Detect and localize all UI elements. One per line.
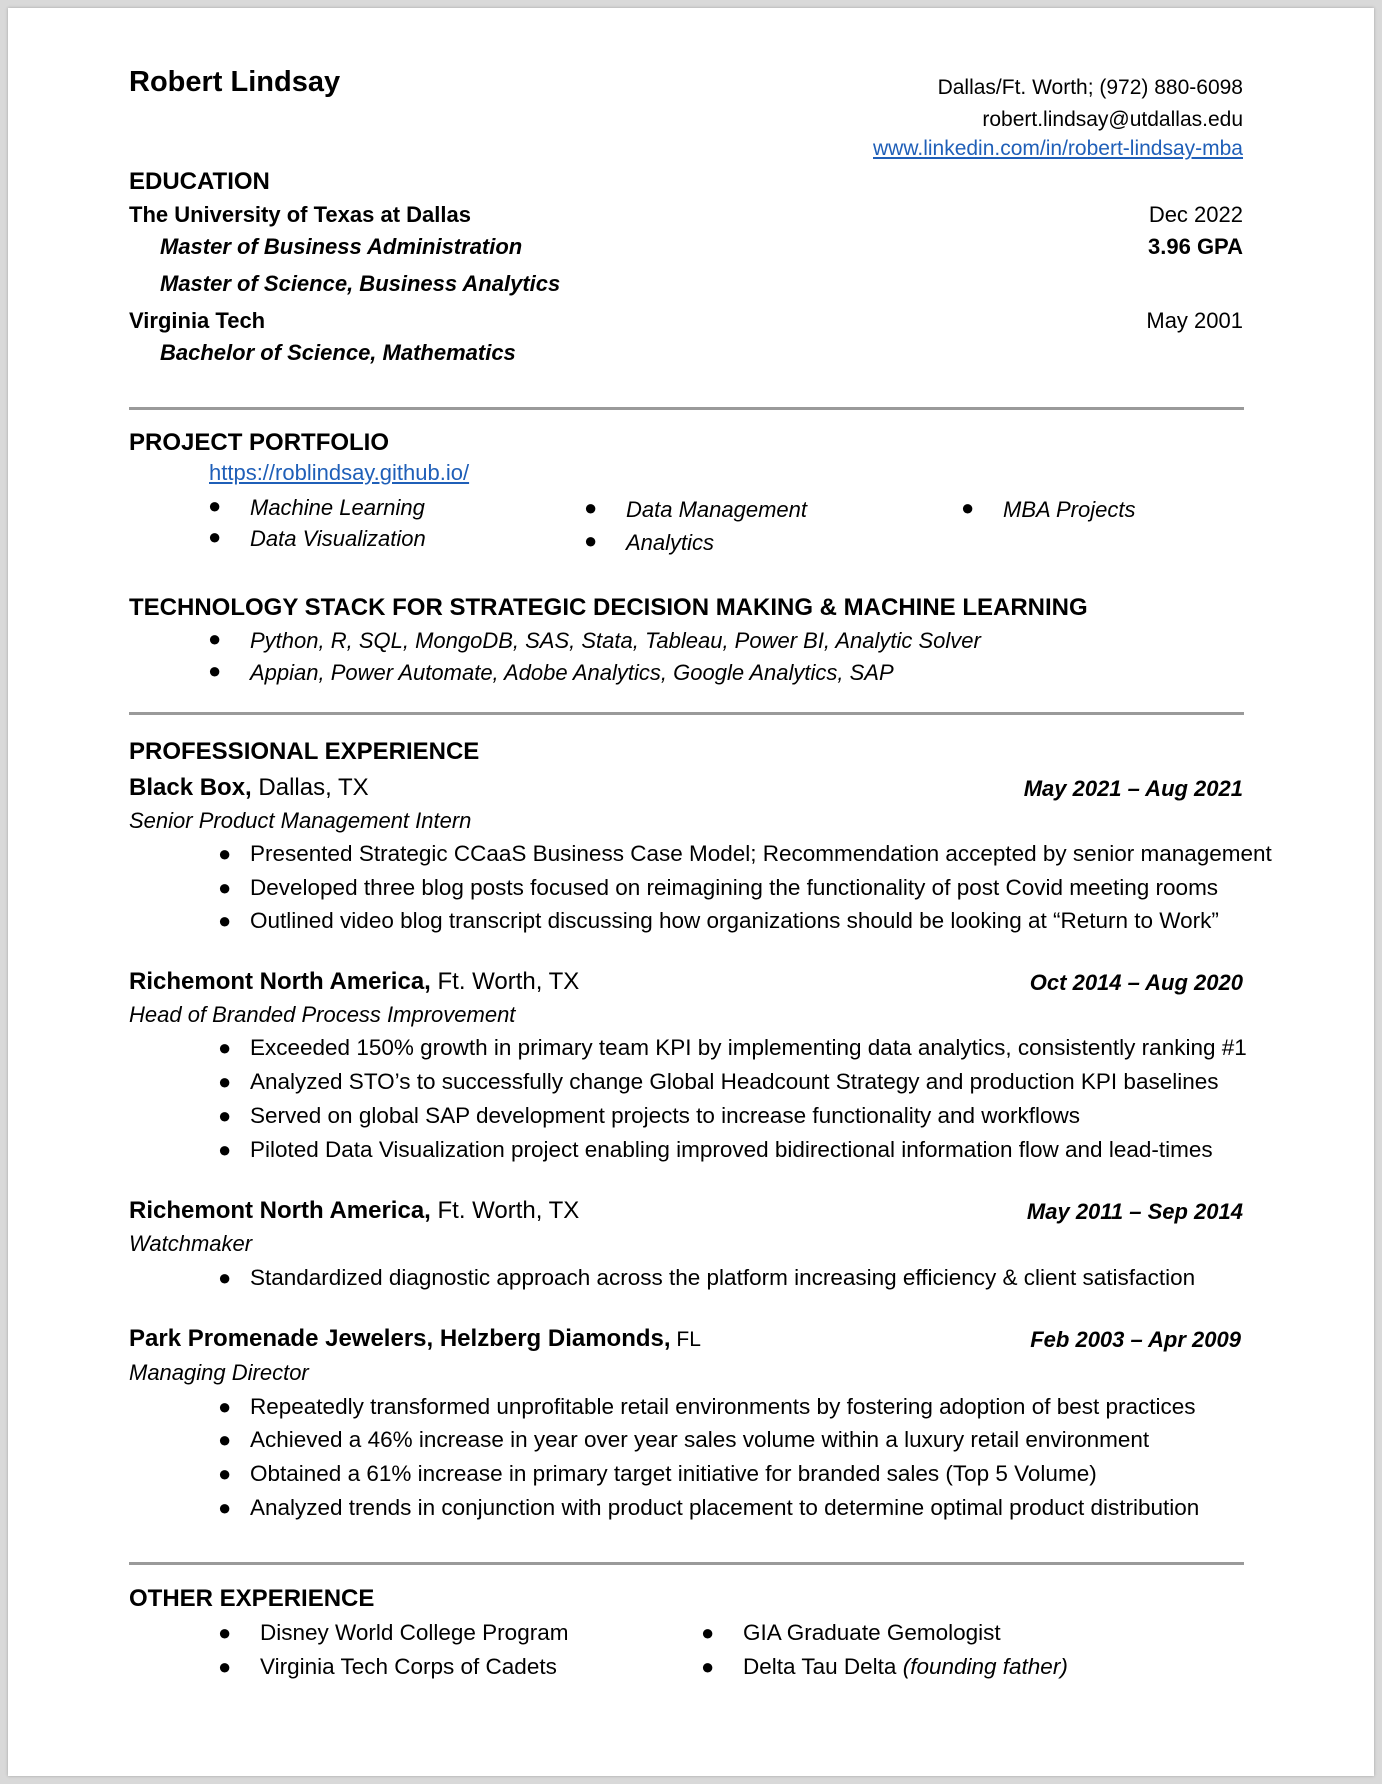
tech-item: Appian, Power Automate, Adobe Analytics, Google Analytics, SAP: [250, 660, 894, 685]
bullet-icon: ●: [208, 493, 222, 518]
linkedin-link[interactable]: www.linkedin.com/in/robert-lindsay-mba: [873, 137, 1243, 160]
portfolio-item: MBA Projects: [1003, 497, 1136, 522]
tech-heading: TECHNOLOGY STACK FOR STRATEGIC DECISION MAKING & MACHINE LEARNING: [129, 594, 1088, 621]
section-divider: [129, 712, 1244, 715]
other-heading: OTHER EXPERIENCE: [129, 1585, 375, 1612]
job-dates: May 2021 – Aug 2021: [1023, 776, 1243, 801]
tech-item: Python, R, SQL, MongoDB, SAS, Stata, Tableau, Power BI, Analytic Solver: [250, 628, 981, 653]
other-item: Virginia Tech Corps of Cadets: [260, 1654, 557, 1679]
email-address[interactable]: robert.lindsay@utdallas.edu: [982, 108, 1243, 131]
section-divider: [129, 407, 1244, 410]
degree: Bachelor of Science, Mathematics: [160, 340, 516, 365]
job-bullet: Analyzed trends in conjunction with product placement to determine optimal product distribution: [250, 1495, 1200, 1520]
other-item: GIA Graduate Gemologist: [743, 1620, 1001, 1645]
job-title: Managing Director: [129, 1360, 309, 1385]
job-bullet: Repeatedly transformed unprofitable retail environments by fostering adoption of best practices: [250, 1394, 1196, 1419]
bullet-icon: ●: [701, 1654, 715, 1679]
bullet-icon: ●: [218, 908, 232, 933]
school-name: The University of Texas at Dallas: [129, 202, 471, 227]
job-bullet: Analyzed STO’s to successfully change Global Headcount Strategy and production KPI baselines: [250, 1069, 1219, 1094]
candidate-name: Robert Lindsay: [129, 66, 341, 98]
school-name: Virginia Tech: [129, 308, 266, 333]
section-divider: [129, 1562, 1244, 1565]
other-item: Delta Tau Delta (founding father): [743, 1654, 1068, 1679]
portfolio-item: Data Management: [626, 497, 807, 522]
job-employer: Black Box, Dallas, TX: [129, 774, 369, 801]
experience-heading: PROFESSIONAL EXPERIENCE: [129, 738, 480, 765]
job-bullet: Standardized diagnostic approach across the platform increasing efficiency & client satisfaction: [250, 1265, 1196, 1290]
bullet-icon: ●: [584, 528, 598, 553]
resume-page: [8, 8, 1374, 1776]
job-dates: Feb 2003 – Apr 2009: [1030, 1327, 1241, 1352]
portfolio-item: Data Visualization: [250, 526, 426, 551]
gpa: 3.96 GPA: [1148, 234, 1243, 259]
bullet-icon: ●: [218, 1069, 232, 1094]
job-title: Head of Branded Process Improvement: [129, 1002, 516, 1027]
bullet-icon: ●: [218, 841, 232, 866]
job-bullet: Piloted Data Visualization project enabling improved bidirectional information flow and lead-times: [250, 1137, 1213, 1162]
bullet-icon: ●: [208, 626, 222, 651]
job-employer: Park Promenade Jewelers, Helzberg Diamonds, FL: [129, 1325, 701, 1352]
job-employer: Richemont North America, Ft. Worth, TX: [129, 1197, 580, 1224]
portfolio-item: Machine Learning: [250, 495, 425, 520]
job-dates: May 2011 – Sep 2014: [1026, 1199, 1243, 1224]
job-bullet: Presented Strategic CCaaS Business Case Model; Recommendation accepted by senior management: [250, 841, 1272, 866]
portfolio-heading: PROJECT PORTFOLIO: [129, 429, 390, 456]
bullet-icon: ●: [961, 495, 975, 520]
school-date: May 2001: [1146, 308, 1243, 333]
bullet-icon: ●: [218, 1654, 232, 1679]
bullet-icon: ●: [218, 1427, 232, 1452]
job-bullet: Served on global SAP development projects to increase functionality and workflows: [250, 1103, 1081, 1128]
bullet-icon: ●: [218, 1495, 232, 1520]
bullet-icon: ●: [218, 1620, 232, 1645]
job-bullet: Obtained a 61% increase in primary target initiative for branded sales (Top 5 Volume): [250, 1461, 1097, 1486]
portfolio-item: Analytics: [626, 530, 715, 555]
education-heading: EDUCATION: [129, 168, 270, 195]
job-bullet: Achieved a 46% increase in year over year sales volume within a luxury retail environment: [250, 1427, 1150, 1452]
bullet-icon: ●: [208, 658, 222, 683]
job-employer: Richemont North America, Ft. Worth, TX: [129, 968, 580, 995]
school-date: Dec 2022: [1148, 202, 1243, 227]
bullet-icon: ●: [218, 1137, 232, 1162]
bullet-icon: ●: [218, 875, 232, 900]
degree: Master of Business Administration: [160, 234, 523, 259]
bullet-icon: ●: [218, 1035, 232, 1060]
bullet-icon: ●: [584, 495, 598, 520]
job-bullet: Developed three blog posts focused on reimagining the functionality of post Covid meeting rooms: [250, 875, 1219, 900]
bullet-icon: ●: [218, 1461, 232, 1486]
job-bullet: Outlined video blog transcript discussing how organizations should be looking at “Return to Work”: [250, 908, 1219, 933]
bullet-icon: ●: [701, 1620, 715, 1645]
bullet-icon: ●: [208, 524, 222, 549]
job-dates: Oct 2014 – Aug 2020: [1029, 970, 1243, 995]
job-bullet: Exceeded 150% growth in primary team KPI by implementing data analytics, consistently ranking #1: [250, 1035, 1247, 1060]
bullet-icon: ●: [218, 1394, 232, 1419]
location-phone: Dallas/Ft. Worth; (972) 880-6098: [937, 76, 1243, 99]
portfolio-link[interactable]: https://roblindsay.github.io/: [209, 460, 470, 485]
other-item: Disney World College Program: [260, 1620, 569, 1645]
bullet-icon: ●: [218, 1265, 232, 1290]
job-title: Senior Product Management Intern: [129, 808, 472, 833]
job-title: Watchmaker: [129, 1231, 253, 1256]
bullet-icon: ●: [218, 1103, 232, 1128]
degree: Master of Science, Business Analytics: [160, 271, 561, 296]
